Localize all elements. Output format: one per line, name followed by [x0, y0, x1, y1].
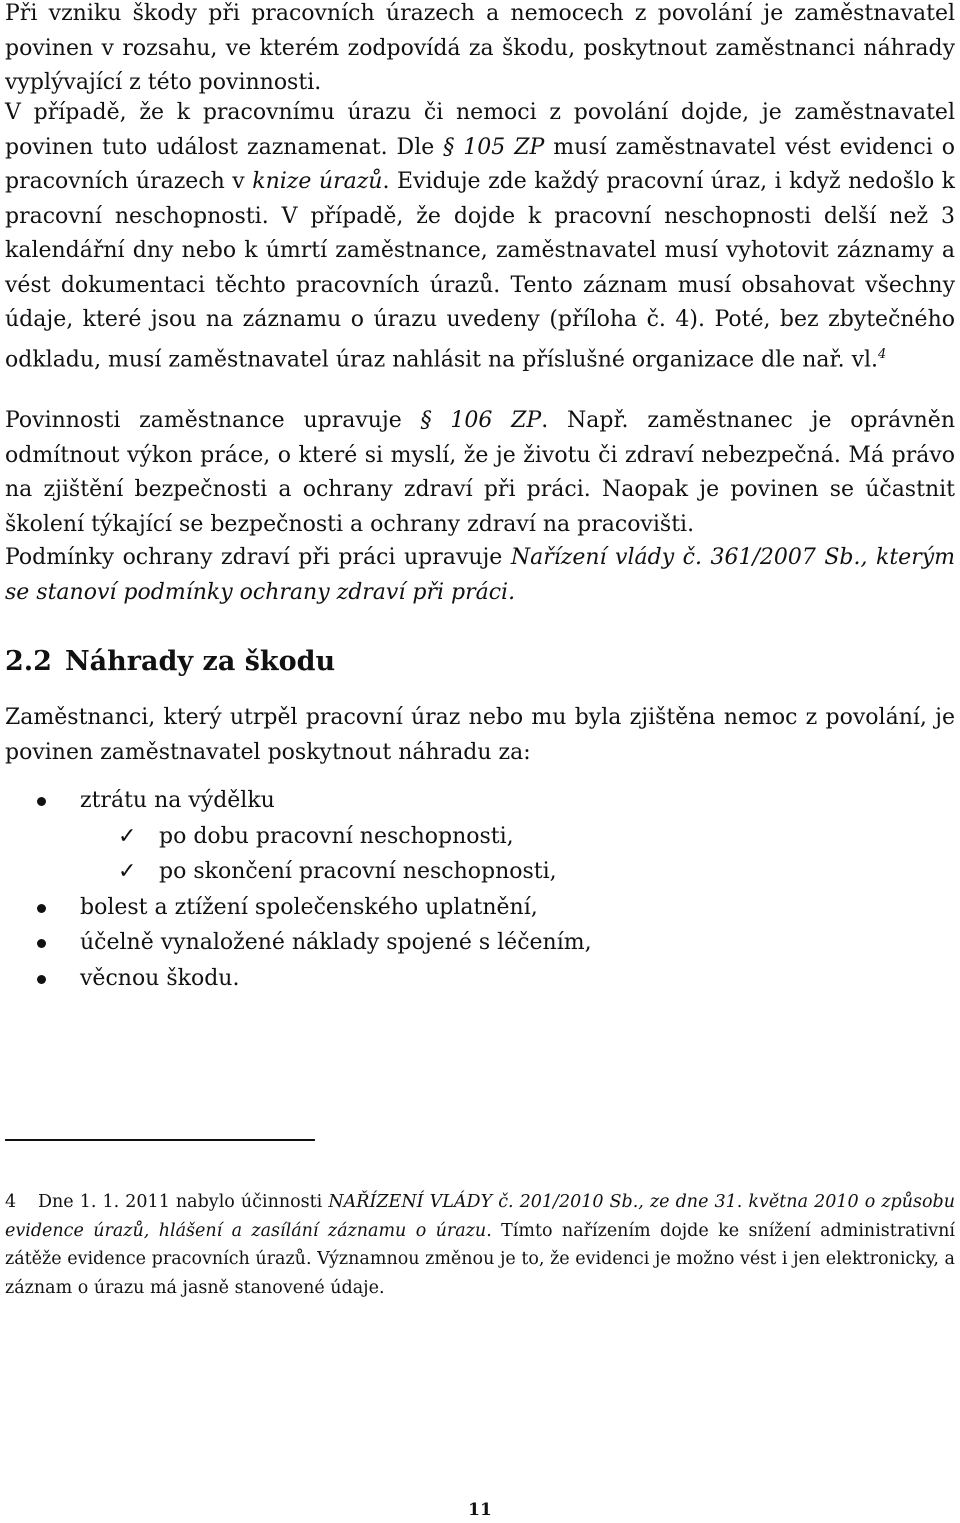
list-item: bolest a ztížení společenského uplatnění, — [0, 890, 960, 926]
bullet-icon — [37, 904, 46, 913]
law-reference: Nařízení vlády č. 361/2007 Sb. — [510, 545, 861, 570]
list-item: účelně vynaložené náklady spojené s léčením, — [0, 925, 960, 961]
bullet-icon — [37, 939, 46, 948]
page-number: 11 — [468, 1500, 492, 1520]
book-reference: knize úrazů — [252, 169, 383, 194]
section-heading — [5, 646, 335, 677]
law-title: NAŘÍZENÍ VLÁDY č. 201/2010 Sb., ze dne 31. května 2010 o způsobu evidence úrazů, hlášení a zasílání záznamu o úrazu — [5, 1192, 956, 1241]
footnote-separator — [5, 1139, 315, 1141]
footnote: 4 Dne 1. 1. 2011 nabylo účinnosti NAŘÍZENÍ VLÁDY č. 201/2010 Sb., ze dne 31. května 2010 o způsobu evidence úrazů, hlášení a zasílání záznamu o úrazu. Tímto nařízením dojde ke snížení administrativní zátěže evidence pracovních úrazů. Významnou změnou je to, že evidenci je možno vést i jen elektronicky, a záznam o úrazu má jasně stanovené údaje. — [5, 1188, 955, 1302]
bullet-icon — [37, 975, 46, 984]
list-item: ztrátu na výdělku — [0, 783, 960, 819]
compensation-list — [0, 783, 960, 996]
paragraph-intro: Při vzniku škody při pracovních úrazech a nemocech z povolání je zaměstnavatel povinen v rozsahu, ve kterém zodpovídá za škodu, poskytnout zaměstnanci náhrady vyplývající z této povinnosti. — [5, 1, 955, 95]
footnote-reference: 4 — [878, 346, 887, 362]
paragraph-evidence: V případě, že k pracovnímu úrazu či nemoci z povolání dojde, je zaměstnavatel povinen tuto událost zaznamenat. Dle § 105 ZP musí zaměstnavatel vést evidenci o pracovních úrazech v knize úrazů. Eviduje zde každý pracovní úraz, i když nedošlo k pracovní neschopnosti. V případě, že dojde k pracovní neschopnosti delší než 3 kalendářní dny nebo k úmrtí zaměstnance, zaměstnavatel musí vyhotovit záznamy a vést dokumentaci těchto pracovních úrazů. Tento záznam musí obsahovat všechny údaje, které jsou na záznamu o úrazu uvedeny (příloha č. 4). Poté, bez zbytečného odkladu, musí zaměstnavatel úraz nahlásit na příslušné organizace dle nař. vl.$^4$ — [5, 100, 956, 372]
checkmark-icon: ✓ — [118, 859, 137, 884]
list-subitem: ✓ po skončení pracovní neschopnosti, — [0, 854, 960, 890]
law-reference: § 105 ZP — [443, 134, 545, 160]
bullet-icon — [37, 797, 46, 806]
list-item: věcnou škodu. — [0, 961, 960, 997]
section-number: 2.2 — [5, 646, 52, 677]
list-subitem: ✓ po dobu pracovní neschopnosti, — [0, 819, 960, 855]
footnote-mark: 4 — [5, 1192, 17, 1212]
paragraph-employee-duties: Povinnosti zaměstnance upravuje § 106 ZP. Např. zaměstnanec je oprávněn odmítnout výkon práce, o které si myslí, že je životu či zdraví nebezpečná. Má právo na zjištění bezpečnosti a ochrany zdraví při práci. Naopak je povinen se účastnit školení týkající se bezpečnosti a ochrany zdraví na pracovišti. — [5, 408, 955, 537]
section-title: Náhrady za škodu — [65, 646, 336, 677]
section-intro: Zaměstnanci, který utrpěl pracovní úraz nebo mu byla zjištěna nemoc z povolání, je povinen zaměstnavatel poskytnout náhradu za: — [5, 705, 955, 765]
paragraph-conditions: Podmínky ochrany zdraví při práci upravuje Nařízení vlády č. 361/2007 Sb., kterým se stanoví podmínky ochrany zdraví při práci. — [5, 545, 956, 605]
checkmark-icon: ✓ — [118, 823, 137, 849]
law-reference: § 106 ZP — [420, 408, 542, 433]
